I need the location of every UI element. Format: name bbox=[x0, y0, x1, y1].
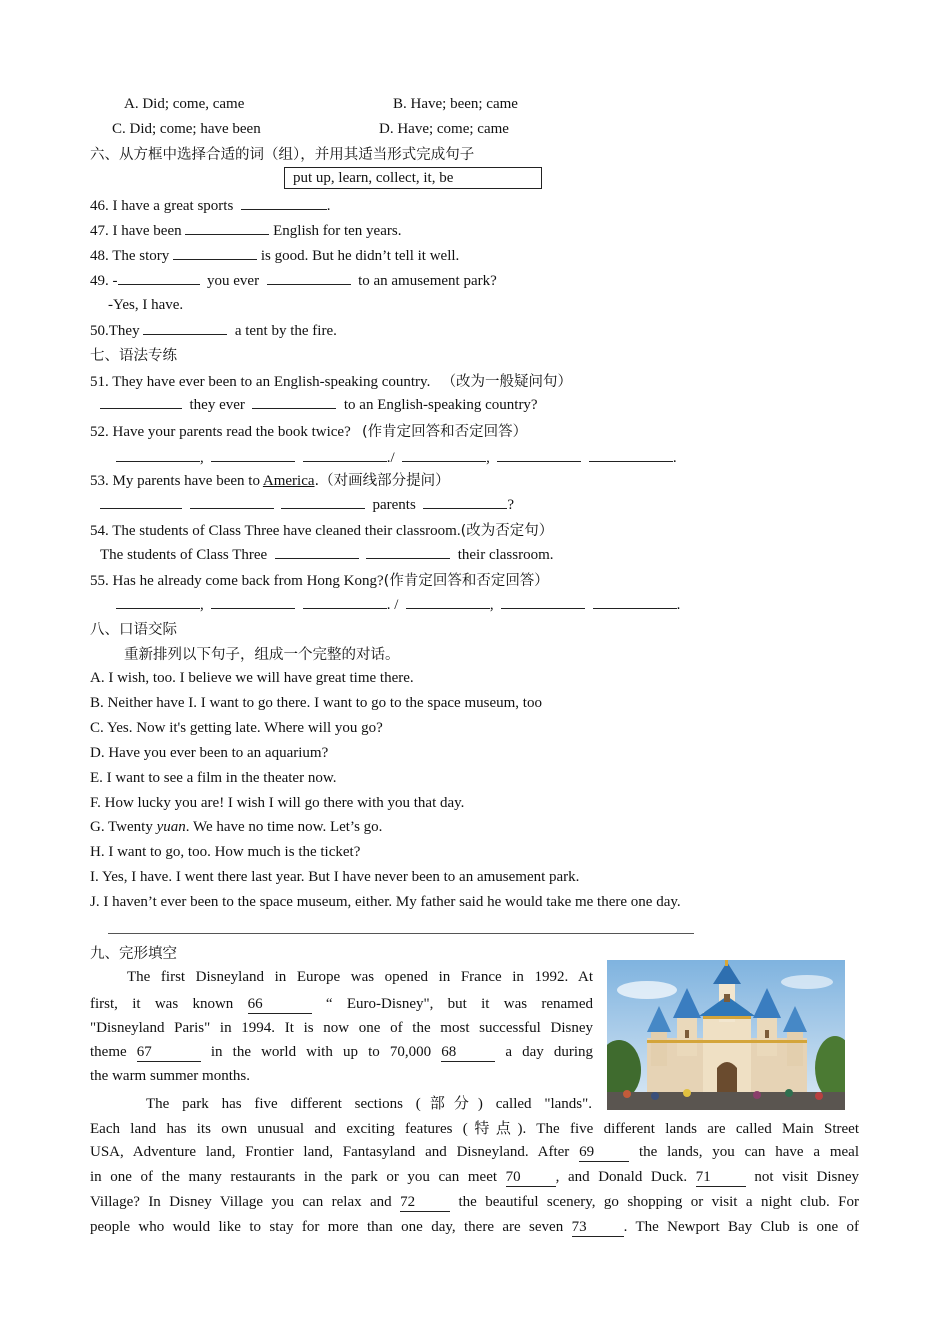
answer-blank[interactable] bbox=[116, 594, 200, 609]
disneyland-castle-photo bbox=[607, 960, 845, 1110]
dialogue-line: D. Have you ever been to an aquarium? bbox=[90, 745, 329, 761]
section-7-title: 七、语法专练 bbox=[90, 348, 177, 364]
question-46: 46. I have a great sports . bbox=[90, 195, 331, 216]
answer-blank[interactable] bbox=[281, 494, 365, 509]
blank-66[interactable]: 66 bbox=[248, 995, 312, 1014]
question-55-answer: , . / , . bbox=[116, 594, 680, 615]
question-51-answer: they ever to an English-speaking country? bbox=[100, 394, 538, 415]
question-49-reply: -Yes, I have. bbox=[108, 297, 184, 313]
answer-blank[interactable] bbox=[118, 270, 200, 285]
blank-67[interactable]: 67 bbox=[137, 1043, 201, 1062]
question-51: 51. They have ever been to an English-speaking country. （改为一般疑问句） bbox=[90, 374, 573, 390]
question-53-answer: parents ? bbox=[100, 494, 514, 515]
answer-blank[interactable] bbox=[501, 594, 585, 609]
answer-blank[interactable] bbox=[423, 494, 507, 509]
word-box: put up, learn, collect, it, be bbox=[284, 167, 542, 189]
dialogue-line: G. Twenty yuan. We have no time now. Let’s go. bbox=[90, 819, 383, 835]
question-47: 47. I have been English for ten years. bbox=[90, 220, 401, 241]
answer-blank[interactable] bbox=[190, 494, 274, 509]
answer-blank[interactable] bbox=[303, 594, 387, 609]
section-8-instruction: 重新排列以下句子，组成一个完整的对话。 bbox=[124, 647, 400, 663]
answer-blank[interactable] bbox=[497, 447, 581, 462]
underlined-word: America bbox=[262, 473, 315, 489]
question-52-answer: , ./ , . bbox=[116, 447, 677, 468]
question-48: 48. The story is good. But he didn’t tell it well. bbox=[90, 245, 459, 266]
blank-68[interactable]: 68 bbox=[441, 1043, 495, 1062]
passage-line: The first Disneyland in Europe was opened in France in 1992. At bbox=[127, 969, 593, 985]
dialogue-line: C. Yes. Now it's getting late. Where will you go? bbox=[90, 720, 383, 736]
answer-blank[interactable] bbox=[275, 544, 359, 559]
answer-blank[interactable] bbox=[100, 394, 182, 409]
blank-71[interactable]: 71 bbox=[696, 1168, 746, 1187]
dialogue-line: I. Yes, I have. I went there last year. But I have never been to an amusement park. bbox=[90, 869, 580, 885]
answer-blank[interactable] bbox=[593, 594, 677, 609]
section-8-title: 八、口语交际 bbox=[90, 622, 177, 638]
passage-line: The park has five different sections (部分) called "lands". bbox=[146, 1096, 592, 1112]
answer-blank[interactable] bbox=[303, 447, 387, 462]
answer-line bbox=[108, 933, 694, 934]
answer-blank[interactable] bbox=[267, 270, 351, 285]
option-a: A. Did; come, came bbox=[124, 96, 245, 112]
answer-blank[interactable] bbox=[211, 447, 295, 462]
answer-blank[interactable] bbox=[211, 594, 295, 609]
answer-blank[interactable] bbox=[173, 245, 257, 260]
section-6-title: 六、从方框中选择合适的词（组），并用其适当形式完成句子 bbox=[90, 147, 475, 163]
dialogue-line: A. I wish, too. I believe we will have great time there. bbox=[90, 670, 414, 686]
passage-line: the warm summer months. bbox=[90, 1068, 250, 1084]
answer-blank[interactable] bbox=[366, 544, 450, 559]
option-d: D. Have; come; came bbox=[379, 121, 509, 137]
blank-72[interactable]: 72 bbox=[400, 1193, 450, 1212]
passage-line: first, it was known 66 “ Euro-Disney", but it was renamed bbox=[90, 996, 593, 1012]
question-49: 49. - you ever to an amusement park? bbox=[90, 270, 497, 291]
passage-line: in one of the many restaurants in the park or you can meet 70 , and Donald Duck. 71 not visit Disney bbox=[90, 1169, 860, 1185]
answer-blank[interactable] bbox=[185, 220, 269, 235]
answer-blank[interactable] bbox=[143, 320, 227, 335]
dialogue-line: B. Neither have I. I want to go there. I want to go to the space museum, too bbox=[90, 695, 542, 711]
passage-line: people who would like to stay for more than one day, there are seven 73 . The Newport Bay Club is one of bbox=[90, 1219, 860, 1235]
answer-blank[interactable] bbox=[116, 447, 200, 462]
passage-line: "Disneyland Paris" in 1994. It is now one of the most successful Disney bbox=[90, 1020, 593, 1036]
question-55: 55. Has he already come back from Hong Kong?(作肯定回答和否定回答） bbox=[90, 573, 549, 589]
question-54: 54. The students of Class Three have cleaned their classroom.(改为否定句） bbox=[90, 523, 554, 539]
passage-line: USA, Adventure land, Frontier land, Fantasyland and Disneyland. After 69 the lands, you can have a meal bbox=[90, 1144, 860, 1160]
option-c: C. Did; come; have been bbox=[112, 121, 261, 137]
question-53: 53. My parents have been to America.（对画线部分提问） bbox=[90, 473, 450, 489]
blank-73[interactable]: 73 bbox=[572, 1218, 624, 1237]
answer-blank[interactable] bbox=[402, 447, 486, 462]
blank-69[interactable]: 69 bbox=[579, 1143, 629, 1162]
answer-blank[interactable] bbox=[100, 494, 182, 509]
answer-blank[interactable] bbox=[252, 394, 336, 409]
section-9-title: 九、完形填空 bbox=[90, 946, 177, 962]
dialogue-line: H. I want to go, too. How much is the ticket? bbox=[90, 844, 361, 860]
dialogue-line: J. I haven’t ever been to the space museum, either. My father said he would take me there one day. bbox=[90, 894, 681, 910]
answer-blank[interactable] bbox=[406, 594, 490, 609]
passage-line: theme 67 in the world with up to 70,000 68 a day during bbox=[90, 1044, 594, 1060]
dialogue-line: E. I want to see a film in the theater now. bbox=[90, 770, 337, 786]
question-52: 52. Have your parents read the book twice? (作肯定回答和否定回答） bbox=[90, 424, 528, 440]
option-b: B. Have; been; came bbox=[393, 96, 518, 112]
question-54-answer: The students of Class Three their classroom. bbox=[100, 544, 554, 565]
answer-blank[interactable] bbox=[241, 195, 327, 210]
passage-line: Village? In Disney Village you can relax and 72 the beautiful scenery, go shopping or visit a night club. For bbox=[90, 1194, 860, 1210]
dialogue-line: F. How lucky you are! I wish I will go there with you that day. bbox=[90, 795, 465, 811]
question-50: 50.They a tent by the fire. bbox=[90, 320, 337, 341]
passage-line: Each land has its own unusual and exciting features (特点). The five different lands are called Main Street bbox=[90, 1121, 859, 1137]
blank-70[interactable]: 70 bbox=[506, 1168, 556, 1187]
answer-blank[interactable] bbox=[589, 447, 673, 462]
